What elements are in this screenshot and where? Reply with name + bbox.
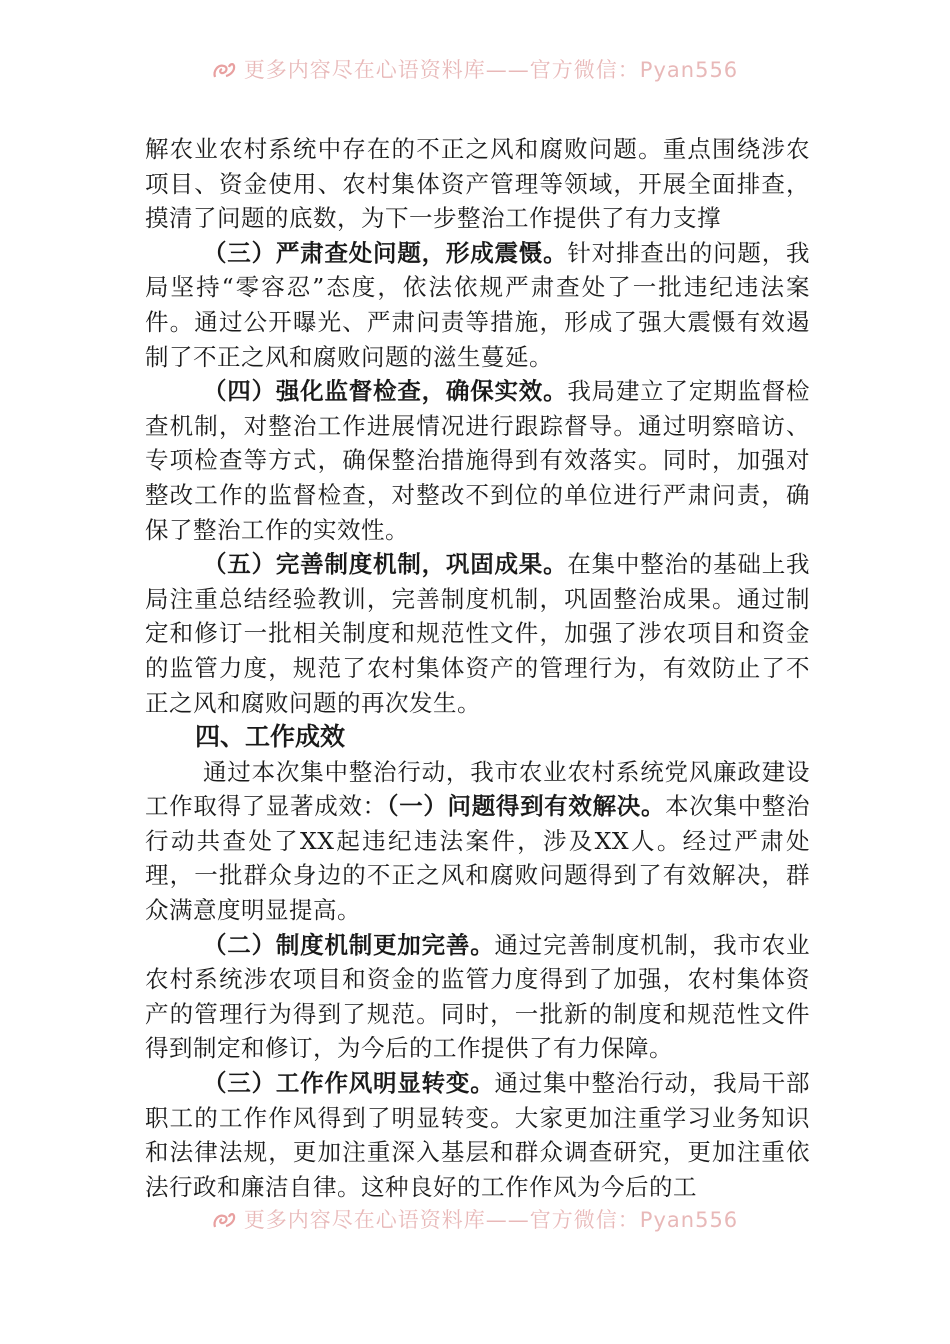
watermark-footer: [0, 1208, 950, 1232]
logo-icon: [212, 1211, 238, 1231]
paragraph: （二）制度机制更加完善。通过完善制度机制，我市农业农村系统涉农项目和资金的监管力度得到了加强，农村集体资产的管理行为得到了规范。同时，一批新的制度和规范性文件得到制定和修订，为今后的工作提供了有力保障。: [145, 930, 810, 1063]
paragraph-lead: （一）问题得到有效解决。: [386, 792, 666, 821]
paragraph-lead: （二）制度机制更加完善。: [203, 930, 495, 959]
paragraph: 解农业农村系统中存在的不正之风和腐败问题。重点围绕涉农项目、资金使用、农村集体资产管理等领域，开展全面排查，摸清了问题的底数，为下一步整治工作提供了有力支撑: [145, 135, 810, 233]
paragraph: （三）工作作风明显转变。通过集中整治行动，我局干部职工的工作作风得到了明显转变。大家更加注重学习业务知识和法律法规，更加注重深入基层和群众调查研究，更加注重依法行政和廉洁自律。这种良好的工作作风为今后的工: [145, 1069, 810, 1201]
paragraph-lead: （三）工作作风明显转变。: [203, 1069, 495, 1098]
paragraph: （四）强化监督检查，确保实效。我局建立了定期监督检查机制，对整治工作进展情况进行跟踪督导。通过明察暗访、专项检查等方式，确保整治措施得到有效落实。同时，加强对整改工作的监督检查，对整改不到位的单位进行严肃问责，确保了整治工作的实效性。: [145, 377, 810, 544]
watermark-text: 更多内容尽在心语资料库——官方微信：Pyan556: [243, 58, 739, 82]
paragraph: （五）完善制度机制，巩固成果。在集中整治的基础上我局注重总结经验教训，完善制度机制，巩固整治成果。通过制定和修订一批相关制度和规范性文件，加强了涉农项目和资金的监管力度，规范了农村集体资产的管理行为，有效防止了不正之风和腐败问题的再次发生。: [145, 550, 810, 717]
document-body: [145, 132, 810, 1204]
paragraph-lead: （三）严肃查处问题，形成震慑。: [203, 238, 568, 267]
section-heading: 四、工作成效: [195, 722, 346, 752]
paragraph: （三）严肃查处问题，形成震慑。针对排查出的问题，我局坚持“零容忍”态度，依法依规严肃查处了一批违纪违法案件。通过公开曝光、严肃问责等措施，形成了强大震慑有效遏制了不正之风和腐败问题的滋生蔓延。: [145, 238, 810, 371]
watermark-text: 更多内容尽在心语资料库——官方微信：Pyan556: [243, 1208, 739, 1232]
paragraph-lead: （五）完善制度机制，巩固成果。: [203, 550, 568, 579]
paragraph: 通过本次集中整治行动，我市农业农村系统党风廉政建设工作取得了显著成效：（一）问题得到有效解决。本次集中整治行动共查处了XX起违纪违法案件，涉及XX人。经过严肃处理，一批群众身边的不正之风和腐败问题得到了有效解决，群众满意度明显提高。: [145, 757, 811, 925]
logo-icon: [212, 61, 238, 81]
watermark-header: [0, 58, 950, 82]
paragraph-lead: （四）强化监督检查，确保实效。: [203, 377, 568, 406]
